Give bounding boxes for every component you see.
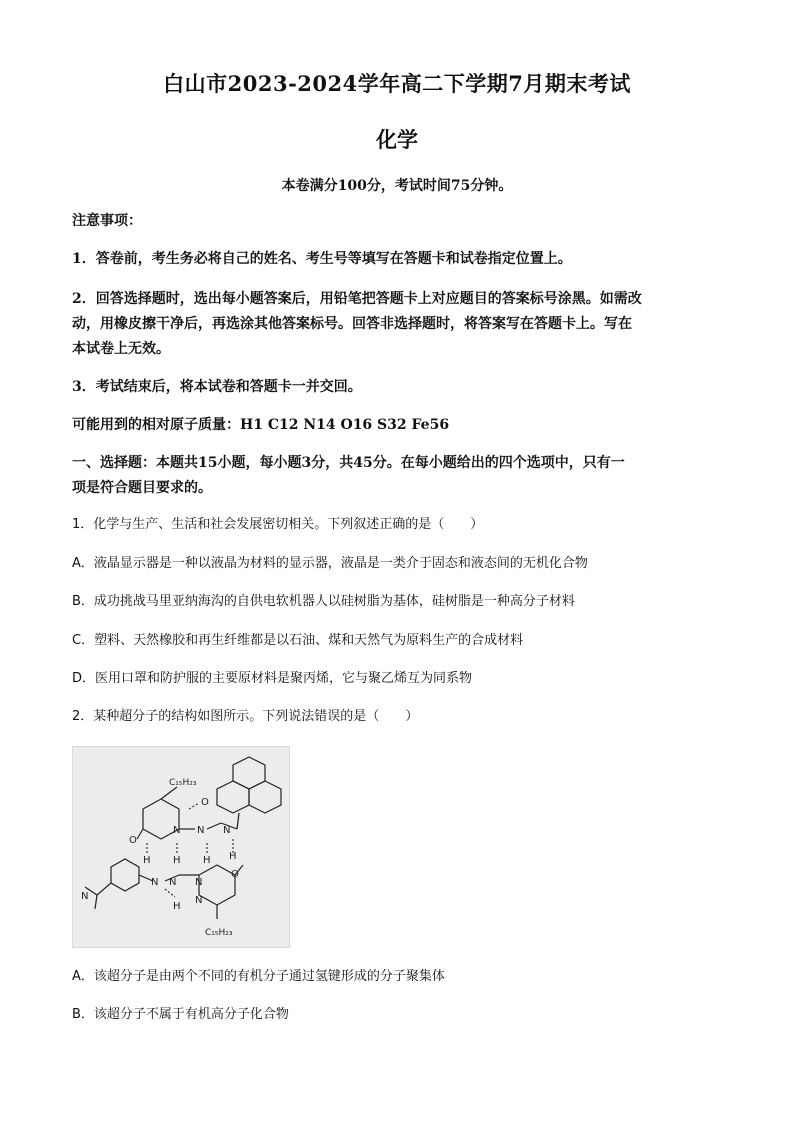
hydrogen-label: H xyxy=(173,901,181,912)
question-1-option-c: C．塑料、天然橡胶和再生纤维都是以石油、煤和天然气为原料生产的合成材料 xyxy=(72,633,524,648)
c15h23-top-label: C₁₅H₂₃ xyxy=(169,778,197,788)
anthracene-ring-1 xyxy=(233,757,265,789)
supramolecule-structure-figure xyxy=(72,746,290,948)
note-item: 本试卷上无效。 xyxy=(72,341,170,357)
question-1-option-b: B．成功挑战马里亚纳海沟的自供电软机器人以硅树脂为基体，硅树脂是一种高分子材料 xyxy=(72,594,575,609)
nitrogen-label: N xyxy=(197,825,205,836)
question-1-option-d: D．医用口罩和防护服的主要原材料是聚丙烯，它与聚乙烯互为同系物 xyxy=(72,671,473,686)
nitrogen-label: N xyxy=(173,825,181,836)
question-2-option-b: B．该超分子不属于有机高分子化合物 xyxy=(72,1007,289,1022)
hydrogen-label: H xyxy=(203,855,211,866)
anthracene-ring-2 xyxy=(249,781,281,813)
section-heading-cont: 项是符合题目要求的。 xyxy=(72,480,212,496)
notes-heading: 注意事项： xyxy=(72,213,142,229)
nitrogen-label: N xyxy=(195,877,203,888)
atomic-mass-line: 可能用到的相对原子质量：H1 C12 N14 O16 S32 Fe56 xyxy=(72,417,450,433)
question-1-option-a: A．液晶显示器是一种以液晶为材料的显示器，液晶是一类介于固态和液态间的无机化合物 xyxy=(72,556,588,571)
question-1-stem: 1．化学与生产、生活和社会发展密切相关。下列叙述正确的是（ ） xyxy=(72,517,484,532)
nitrogen-label: N xyxy=(195,895,203,906)
hydrogen-label: H xyxy=(173,855,181,866)
question-2-option-a: A．该超分子是由两个不同的有机分子通过氢键形成的分子聚集体 xyxy=(72,969,445,984)
oxygen-label: O xyxy=(129,835,137,846)
nitrogen-label: N xyxy=(223,825,231,836)
exam-title: 白山市2023-2024学年高二下学期7月期末考试 xyxy=(163,71,631,96)
hydrogen-label: H xyxy=(229,851,237,862)
note-item: 3．考试结束后，将本试卷和答题卡一并交回。 xyxy=(72,379,362,395)
note-item: 1．答卷前，考生务必将自己的姓名、考生号等填写在答题卡和试卷指定位置上。 xyxy=(72,251,572,267)
c15h23-bottom-label: C₁₅H₂₃ xyxy=(205,928,233,938)
note-item: 2．回答选择题时，选出每小题答案后，用铅笔把答题卡上对应题目的答案标号涂黑。如需改 xyxy=(72,291,642,307)
nitrogen-label: N xyxy=(151,877,159,888)
structure-drawing xyxy=(73,747,289,947)
exam-subject: 化学 xyxy=(376,127,418,152)
phenyl-ring xyxy=(111,859,139,891)
oxygen-label: O xyxy=(201,797,209,808)
anthracene-ring-3 xyxy=(217,781,249,813)
oxygen-label: O xyxy=(231,869,239,880)
question-2-stem: 2．某种超分子的结构如图所示。下列说法错误的是（ ） xyxy=(72,709,419,724)
hydrogen-label: H xyxy=(143,855,151,866)
section-heading: 一、选择题：本题共15小题，每小题3分，共45分。在每小题给出的四个选项中，只有一 xyxy=(72,455,625,471)
nitrogen-label: N xyxy=(81,891,89,902)
nitrogen-label: N xyxy=(169,877,177,888)
exam-meta: 本卷满分100分，考试时间75分钟。 xyxy=(281,178,513,194)
bottom-ring xyxy=(199,865,235,905)
note-item: 动，用橡皮擦干净后，再选涂其他答案标号。回答非选择题时，将答案写在答题卡上。写在 xyxy=(72,316,632,332)
